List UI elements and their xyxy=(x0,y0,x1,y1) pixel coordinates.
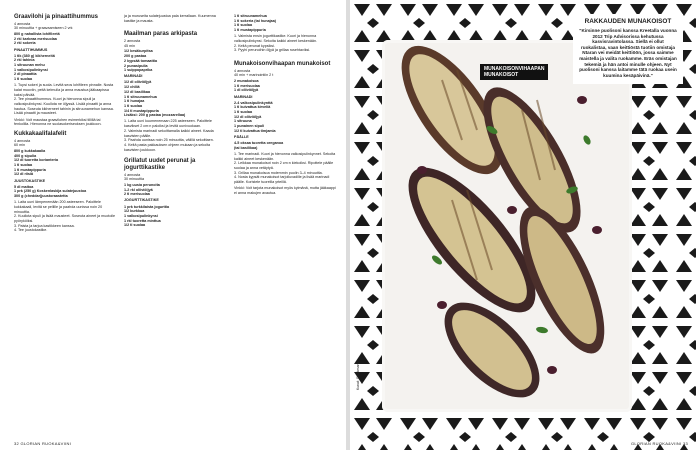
ingredient-subheading: JOGURTTIKASTIKE xyxy=(124,198,159,203)
ingredients: 1/2 kesäkurpitsa 200 g pastaa 2 kypsää tomaattia 2 punasipulia 1 suippopaprika xyxy=(124,49,157,73)
tip: Vinkki: Voit maustaa graavilohen esimerkiksi tillillä tai fenkolilla. Hienonna ne suolasokeriseoksen joukkoon. xyxy=(14,117,102,127)
plate-label: MUNAKOISONVIHAAPAN MUNAKOISOT xyxy=(480,64,548,80)
instructions: 1. Tupsi sokeri ja suola. Levitä seos lohifileen pinnalle. Nosta kalat muoviin, peitä kelmulla ja anna maustua jääkaapissa kaksi päivää. 2. Tee pinaattihummus. Kuori ja hienonna sipuli ja valkosipulinkynsi. Kuullota ne öljyssä. Lisää pinaatti ja anna hautua. Soseuta kikherneet tahinin ja sitruunamehun kanssa. Lisää pinaatti ja mausteet. xyxy=(14,83,114,116)
ingredient-subheading: MARINADI xyxy=(124,74,143,79)
ingredients: 1/2 dl oliiviöljyä 1/2 chiliä 1/2 dl basilikaa 1 tl sitruunamehua 1 tl hunajaa 1 tl suolaa 1/4 tl mustapippuria Lisäksi: 200 g pastaa (mozzarellaa) xyxy=(124,80,186,118)
recipe-meta: 4 annosta 30 minuuttia + graavaamiseen 2 vrk xyxy=(14,21,73,31)
page-footer: 32 GLORIAN RUOKA&VIINI xyxy=(14,441,72,446)
ingredient-subheading: PINAATTIHUMMUS xyxy=(14,47,48,52)
serving-plate xyxy=(382,40,632,412)
recipe-title: Munakoisonvihaapan munakoisot xyxy=(234,61,331,68)
ingredients: 1 kg uusia perunoita 1-2 rkl oliiviöljyä 2 tl merisuolaa xyxy=(124,182,160,197)
column-2 xyxy=(124,14,226,229)
ingredient-subheading: JUUSTOKASTIKE xyxy=(14,178,46,183)
ingredients: 1 tl sitruunamehua 1 tl sokeria (tai hunajaa) 1 tl suolaa 1 tl mustapippuria xyxy=(234,14,277,33)
sidebar-text: "Kirsinne puolisoni kanssa Kreetalla vuonna 2012 Trip Advisorissa kehutussa kasvisravintolassa. Siellä ei ollut ruokalistaa, vaan keittiöstä tuotiin omistaja Ntaran vei meidät keittiöön, jossa saimme maistella ja valita ruokamme. Eräs omistajan tekemiä ja hän antoi minulle ohjeen. Nyt puolisoni kanssa laitamme tätä ruokaa usein kuumina kesäpäivinä." xyxy=(579,28,677,78)
continued-text: ja ja muruseita sulatejuustoa pala kerrallaan. Kuumenna kastike ja mausta. xyxy=(124,14,216,23)
tip: Vinkki: Voit tarjota munakoisot myös kylmänä, mutta jääkaappi ei anna makujen avautua. xyxy=(234,186,336,195)
page-footer: GLORIAN RUOKA&VIINI 33 xyxy=(630,441,688,446)
ingredients: 1 tlk (380 g) kikherneitä 2 rkl tahinia 1 sitruunan mehu 1 valkosipulinkynsi 2 dl pinaattia 1 tl suolaa xyxy=(14,53,55,82)
sidebar-quote xyxy=(573,14,683,84)
ingredients: 2 munakoisoa 1 tl merisuolaa 1 dl oliiviöljyä xyxy=(234,79,260,93)
recipe-meta: 4 annosta 60 min xyxy=(14,138,31,148)
recipe-title: Kukkakaalifalafelit xyxy=(14,130,67,137)
instructions: 1. Tee marinadi. Kuori ja hienonna valkosipulinkynnet. Sekoita kaikki aineet keskenään. 2. Leikkaa munakoisot noin 2 cm:n kiekoiksi. Ripottele päälle suolaa ja anna vetäytyä. 3. Grillaa munakoisoa molemmin puolin 3–4 minuuttia. 4. Nosta kypsät munakoisot tarjoiluvadille ja lisää marinadi päälle. Koristele tuoreilla yrteillä. xyxy=(234,151,336,185)
recipe-title: Graavilohi ja pinaattihummus xyxy=(14,14,99,20)
column-1 xyxy=(14,14,116,234)
recipe-meta: 2 annosta 45 min xyxy=(124,39,141,48)
instructions: 1. Laita uuni lämpenemään 200 asteeseen. Paloittele kukkakaali, levitä se pellille ja paahda uunissa noin 20 minuuttia. 2. Kuullota sipuli ja lisää mausteet. Soseuta aineet ja muotoile pyöryköiksi. 3. Paista ja tarjoa kastikkeen kanssa. 4. Tee juustokastike. xyxy=(14,200,116,233)
sidebar-title: RAKKAUDEN MUNAKOISOT xyxy=(584,18,672,25)
ingredients: 800 g kukkakaalia 400 g sipulia 1/2 dl tuoretta korianteria 1 tl suolaa 1 tl mustapippuria 1/2 dl riisiä xyxy=(14,148,59,177)
left-page xyxy=(0,0,346,450)
instructions: 1. Valmista ensin jogurttikastike. Kuori ja hienonna valkosipulinkynsi. Sekoita kaikki aineet keskenään. 2. Keitä perunat kypsiksi. 3. Pyyhi perunoihin öljyä ja grillaa rusehtaviksi. xyxy=(234,34,318,53)
ingredients: 800 g nahallista lohifileetä 2 rkl karkeaa merisuolaa 2 rkl sokeria xyxy=(14,32,60,46)
column-3 xyxy=(234,14,336,197)
ingredients: 5 dl maitoa 1 prk (250 g) Koskenlaskija sulatejuustoa 300 g (cheddar)juustoraastetta xyxy=(14,184,87,199)
ingredients: 2-4 valkosipulinkynttä 1 tl kuivattua kirveliä 1 tl suolaa 1/2 dl oliiviöljyä 1 sitruuna 1 punainen sipuli 1/2 tl kuivattua timjamia xyxy=(234,100,276,133)
recipe-title: Maailman paras arkipasta xyxy=(124,31,198,38)
recipe-meta: 4 annosta 30 minuuttia xyxy=(124,172,145,182)
grilled-eggplant-image xyxy=(382,40,632,412)
ingredients: 4-5 oksaa tuoretta oreganoa (tai basilikaa) xyxy=(234,141,284,150)
instructions: 1. Laita uuni kuumenemaan 225 asteeseen. Paloittele kasvikset 2 cm:n paloiksi ja levitä uunivuokaan. 2. Valmista marinadi sekoittamalla kaikki aineet. Kaada kasvisten päälle. 3. Paahda uunissa noin 25 minuuttia, välillä sekoittaen. 4. Keitä pasta pakkauksen ohjeen mukaan ja sekoita kasvisten joukkoon. xyxy=(124,119,214,152)
recipe-title: Grillatut uudet perunat ja jogurttikastike xyxy=(124,158,196,171)
recipe-meta: 4 annosta 40 min + marinointiin 2 t xyxy=(234,68,274,78)
right-page xyxy=(350,0,696,450)
photo-credit: Kuvat: Stockmann xyxy=(356,361,360,390)
ingredient-subheading: PÄÄLLE xyxy=(234,134,249,139)
ingredients: 1 prk turkkilaista jogurttia 1/2 kurkkua 1 valkosipulinkynsi 1 rkl tuoretta minttua 1/2 tl suolaa xyxy=(124,204,170,228)
ingredient-subheading: MARINADI xyxy=(234,94,253,99)
